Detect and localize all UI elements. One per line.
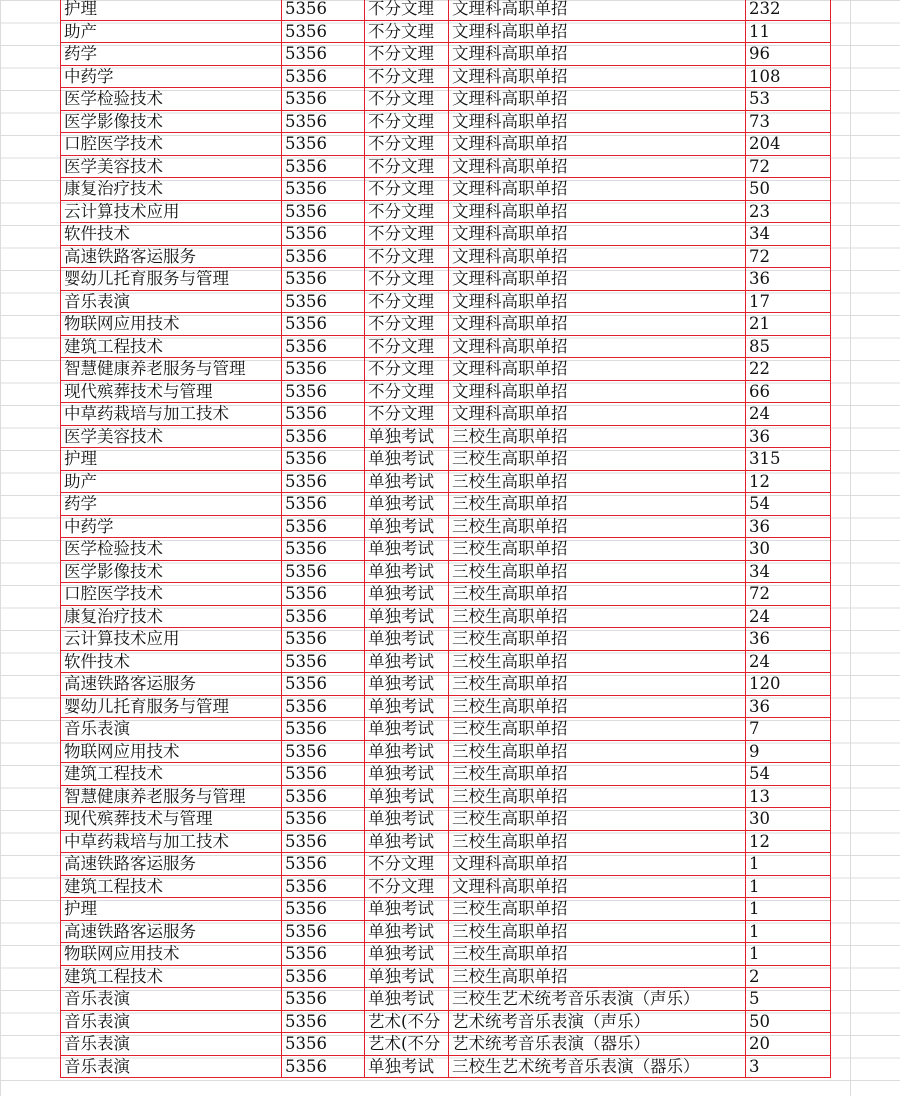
category-cell[interactable]: 单独考试	[365, 583, 449, 606]
exam-type-cell[interactable]: 文理科高职单招	[449, 403, 746, 426]
major-cell[interactable]: 护理	[61, 898, 282, 921]
major-cell[interactable]: 物联网应用技术	[61, 943, 282, 966]
code-cell[interactable]: 5356	[282, 448, 365, 471]
quota-cell[interactable]: 53	[746, 88, 831, 111]
exam-type-cell[interactable]: 三校生艺术统考音乐表演（声乐）	[449, 988, 746, 1011]
table-row	[61, 830, 831, 853]
major-cell[interactable]: 物联网应用技术	[61, 313, 282, 336]
table-row	[61, 763, 831, 786]
category-cell[interactable]: 不分文理	[365, 853, 449, 876]
major-cell[interactable]: 中药学	[61, 515, 282, 538]
code-cell[interactable]: 5356	[282, 853, 365, 876]
major-cell[interactable]: 云计算技术应用	[61, 200, 282, 223]
exam-type-cell[interactable]: 三校生高职单招	[449, 538, 746, 561]
exam-type-cell[interactable]: 三校生高职单招	[449, 425, 746, 448]
exam-type-cell[interactable]: 三校生高职单招	[449, 965, 746, 988]
quota-cell[interactable]: 24	[746, 650, 831, 673]
exam-type-cell[interactable]: 三校生高职单招	[449, 650, 746, 673]
table-row	[61, 335, 831, 358]
exam-type-cell[interactable]: 三校生高职单招	[449, 830, 746, 853]
exam-type-cell[interactable]: 文理科高职单招	[449, 223, 746, 246]
category-cell[interactable]: 不分文理	[365, 43, 449, 66]
table-row	[61, 425, 831, 448]
table-row	[61, 20, 831, 43]
table-row	[61, 920, 831, 943]
table-body	[61, 0, 831, 1078]
exam-type-cell[interactable]: 三校生高职单招	[449, 785, 746, 808]
major-cell[interactable]: 物联网应用技术	[61, 740, 282, 763]
exam-type-cell[interactable]: 三校生高职单招	[449, 763, 746, 786]
code-cell[interactable]: 5356	[282, 695, 365, 718]
major-cell[interactable]: 音乐表演	[61, 988, 282, 1011]
code-cell[interactable]: 5356	[282, 628, 365, 651]
code-cell[interactable]: 5356	[282, 245, 365, 268]
table-row	[61, 43, 831, 66]
code-cell[interactable]: 5356	[282, 718, 365, 741]
category-cell[interactable]: 单独考试	[365, 808, 449, 831]
table-row	[61, 695, 831, 718]
category-cell[interactable]: 单独考试	[365, 605, 449, 628]
table-row	[61, 448, 831, 471]
exam-type-cell[interactable]: 三校生高职单招	[449, 515, 746, 538]
category-cell[interactable]: 单独考试	[365, 538, 449, 561]
code-cell[interactable]: 5356	[282, 155, 365, 178]
exam-type-cell[interactable]: 文理科高职单招	[449, 0, 746, 20]
major-cell[interactable]: 音乐表演	[61, 1033, 282, 1056]
code-cell[interactable]: 5356	[282, 965, 365, 988]
code-cell[interactable]: 5356	[282, 380, 365, 403]
category-cell[interactable]: 单独考试	[365, 560, 449, 583]
table-row	[61, 133, 831, 156]
category-cell[interactable]: 单独考试	[365, 965, 449, 988]
exam-type-cell[interactable]: 三校生高职单招	[449, 470, 746, 493]
quota-cell[interactable]: 50	[746, 178, 831, 201]
exam-type-cell[interactable]: 三校生高职单招	[449, 718, 746, 741]
code-cell[interactable]: 5356	[282, 200, 365, 223]
quota-cell[interactable]: 1	[746, 943, 831, 966]
category-cell[interactable]: 不分文理	[365, 200, 449, 223]
quota-cell[interactable]: 50	[746, 1010, 831, 1033]
table-row	[61, 628, 831, 651]
code-cell[interactable]: 5356	[282, 358, 365, 381]
major-cell[interactable]: 音乐表演	[61, 1055, 282, 1078]
code-cell[interactable]: 5356	[282, 335, 365, 358]
category-cell[interactable]: 单独考试	[365, 695, 449, 718]
code-cell[interactable]: 5356	[282, 650, 365, 673]
major-cell[interactable]: 医学美容技术	[61, 155, 282, 178]
code-cell[interactable]: 5356	[282, 583, 365, 606]
table-row	[61, 965, 831, 988]
code-cell[interactable]: 5356	[282, 110, 365, 133]
exam-type-cell[interactable]: 三校生高职单招	[449, 740, 746, 763]
category-cell[interactable]: 不分文理	[365, 290, 449, 313]
major-cell[interactable]: 医学检验技术	[61, 538, 282, 561]
exam-type-cell[interactable]: 三校生高职单招	[449, 448, 746, 471]
major-cell[interactable]: 高速铁路客运服务	[61, 853, 282, 876]
category-cell[interactable]: 单独考试	[365, 718, 449, 741]
quota-cell[interactable]: 34	[746, 223, 831, 246]
exam-type-cell[interactable]: 文理科高职单招	[449, 875, 746, 898]
category-cell[interactable]: 艺术(不分	[365, 1010, 449, 1033]
table-row	[61, 358, 831, 381]
table-row	[61, 560, 831, 583]
exam-type-cell[interactable]: 三校生高职单招	[449, 673, 746, 696]
table-row	[61, 1010, 831, 1033]
category-cell[interactable]: 单独考试	[365, 493, 449, 516]
grid-column-line	[850, 0, 851, 1096]
code-cell[interactable]: 5356	[282, 133, 365, 156]
code-cell[interactable]: 5356	[282, 20, 365, 43]
major-cell[interactable]: 婴幼儿托育服务与管理	[61, 268, 282, 291]
category-cell[interactable]: 单独考试	[365, 425, 449, 448]
quota-cell[interactable]: 96	[746, 43, 831, 66]
major-cell[interactable]: 高速铁路客运服务	[61, 245, 282, 268]
category-cell[interactable]: 不分文理	[365, 358, 449, 381]
code-cell[interactable]: 5356	[282, 1055, 365, 1078]
major-cell[interactable]: 现代殡葬技术与管理	[61, 380, 282, 403]
quota-cell[interactable]: 54	[746, 493, 831, 516]
code-cell[interactable]: 5356	[282, 65, 365, 88]
quota-cell[interactable]: 73	[746, 110, 831, 133]
category-cell[interactable]: 不分文理	[365, 65, 449, 88]
category-cell[interactable]: 不分文理	[365, 875, 449, 898]
major-cell[interactable]: 建筑工程技术	[61, 763, 282, 786]
table-row	[61, 1033, 831, 1056]
exam-type-cell[interactable]: 文理科高职单招	[449, 290, 746, 313]
table-row	[61, 380, 831, 403]
table-row	[61, 313, 831, 336]
major-cell[interactable]: 建筑工程技术	[61, 875, 282, 898]
code-cell[interactable]: 5356	[282, 920, 365, 943]
exam-type-cell[interactable]: 艺术统考音乐表演（器乐）	[449, 1033, 746, 1056]
quota-cell[interactable]: 3	[746, 1055, 831, 1078]
exam-type-cell[interactable]: 三校生高职单招	[449, 943, 746, 966]
quota-cell[interactable]: 1	[746, 853, 831, 876]
table-row	[61, 470, 831, 493]
category-cell[interactable]: 单独考试	[365, 515, 449, 538]
category-cell[interactable]: 不分文理	[365, 245, 449, 268]
category-cell[interactable]: 不分文理	[365, 133, 449, 156]
table-row	[61, 155, 831, 178]
code-cell[interactable]: 5356	[282, 515, 365, 538]
table-row	[61, 650, 831, 673]
quota-cell[interactable]: 54	[746, 763, 831, 786]
table-row	[61, 605, 831, 628]
quota-cell[interactable]: 7	[746, 718, 831, 741]
major-cell[interactable]: 音乐表演	[61, 718, 282, 741]
table-row	[61, 178, 831, 201]
quota-cell[interactable]: 5	[746, 988, 831, 1011]
code-cell[interactable]: 5356	[282, 425, 365, 448]
major-cell[interactable]: 医学检验技术	[61, 88, 282, 111]
major-cell[interactable]: 药学	[61, 493, 282, 516]
table-row	[61, 515, 831, 538]
code-cell[interactable]: 5356	[282, 1033, 365, 1056]
category-cell[interactable]: 不分文理	[365, 0, 449, 20]
category-cell[interactable]: 单独考试	[365, 943, 449, 966]
code-cell[interactable]: 5356	[282, 605, 365, 628]
code-cell[interactable]: 5356	[282, 560, 365, 583]
code-cell[interactable]: 5356	[282, 290, 365, 313]
category-cell[interactable]: 单独考试	[365, 628, 449, 651]
quota-cell[interactable]: 36	[746, 628, 831, 651]
major-cell[interactable]: 中草药栽培与加工技术	[61, 403, 282, 426]
exam-type-cell[interactable]: 文理科高职单招	[449, 65, 746, 88]
quota-cell[interactable]: 204	[746, 133, 831, 156]
category-cell[interactable]: 单独考试	[365, 830, 449, 853]
category-cell[interactable]: 不分文理	[365, 178, 449, 201]
quota-cell[interactable]: 36	[746, 268, 831, 291]
exam-type-cell[interactable]: 文理科高职单招	[449, 380, 746, 403]
quota-cell[interactable]: 36	[746, 425, 831, 448]
category-cell[interactable]: 不分文理	[365, 380, 449, 403]
exam-type-cell[interactable]: 三校生高职单招	[449, 628, 746, 651]
exam-type-cell[interactable]: 文理科高职单招	[449, 20, 746, 43]
category-cell[interactable]: 艺术(不分	[365, 1033, 449, 1056]
quota-cell[interactable]: 85	[746, 335, 831, 358]
table-row	[61, 538, 831, 561]
quota-cell[interactable]: 72	[746, 245, 831, 268]
code-cell[interactable]: 5356	[282, 740, 365, 763]
category-cell[interactable]: 单独考试	[365, 650, 449, 673]
quota-cell[interactable]: 232	[746, 0, 831, 20]
major-cell[interactable]: 云计算技术应用	[61, 628, 282, 651]
major-cell[interactable]: 护理	[61, 448, 282, 471]
table-row	[61, 200, 831, 223]
code-cell[interactable]: 5356	[282, 470, 365, 493]
code-cell[interactable]: 5356	[282, 830, 365, 853]
major-cell[interactable]: 现代殡葬技术与管理	[61, 808, 282, 831]
table-row	[61, 1055, 831, 1078]
code-cell[interactable]: 5356	[282, 943, 365, 966]
major-cell[interactable]: 康复治疗技术	[61, 178, 282, 201]
code-cell[interactable]: 5356	[282, 0, 365, 20]
major-cell[interactable]: 建筑工程技术	[61, 335, 282, 358]
exam-type-cell[interactable]: 文理科高职单招	[449, 313, 746, 336]
quota-cell[interactable]: 21	[746, 313, 831, 336]
category-cell[interactable]: 不分文理	[365, 223, 449, 246]
exam-type-cell[interactable]: 文理科高职单招	[449, 335, 746, 358]
major-cell[interactable]: 药学	[61, 43, 282, 66]
exam-type-cell[interactable]: 三校生艺术统考音乐表演（器乐）	[449, 1055, 746, 1078]
exam-type-cell[interactable]: 文理科高职单招	[449, 268, 746, 291]
table-row	[61, 65, 831, 88]
category-cell[interactable]: 不分文理	[365, 155, 449, 178]
code-cell[interactable]: 5356	[282, 785, 365, 808]
quota-cell[interactable]: 108	[746, 65, 831, 88]
category-cell[interactable]: 单独考试	[365, 470, 449, 493]
major-cell[interactable]: 音乐表演	[61, 1010, 282, 1033]
exam-type-cell[interactable]: 文理科高职单招	[449, 43, 746, 66]
category-cell[interactable]: 单独考试	[365, 898, 449, 921]
quota-cell[interactable]: 9	[746, 740, 831, 763]
table-row	[61, 898, 831, 921]
exam-type-cell[interactable]: 三校生高职单招	[449, 695, 746, 718]
quota-cell[interactable]: 66	[746, 380, 831, 403]
exam-type-cell[interactable]: 文理科高职单招	[449, 133, 746, 156]
quota-cell[interactable]: 17	[746, 290, 831, 313]
exam-type-cell[interactable]: 三校生高职单招	[449, 583, 746, 606]
major-cell[interactable]: 医学影像技术	[61, 110, 282, 133]
category-cell[interactable]: 单独考试	[365, 988, 449, 1011]
category-cell[interactable]: 不分文理	[365, 313, 449, 336]
major-cell[interactable]: 软件技术	[61, 650, 282, 673]
table-row	[61, 493, 831, 516]
code-cell[interactable]: 5356	[282, 493, 365, 516]
major-cell[interactable]: 中药学	[61, 65, 282, 88]
enrollment-table	[60, 0, 831, 1078]
exam-type-cell[interactable]: 三校生高职单招	[449, 493, 746, 516]
exam-type-cell[interactable]: 三校生高职单招	[449, 605, 746, 628]
quota-cell[interactable]: 24	[746, 605, 831, 628]
table-row	[61, 268, 831, 291]
major-cell[interactable]: 护理	[61, 0, 282, 20]
category-cell[interactable]: 单独考试	[365, 763, 449, 786]
quota-cell[interactable]: 2	[746, 965, 831, 988]
category-cell[interactable]: 不分文理	[365, 110, 449, 133]
major-cell[interactable]: 音乐表演	[61, 290, 282, 313]
table-row	[61, 988, 831, 1011]
major-cell[interactable]: 医学美容技术	[61, 425, 282, 448]
exam-type-cell[interactable]: 三校生高职单招	[449, 920, 746, 943]
major-cell[interactable]: 中草药栽培与加工技术	[61, 830, 282, 853]
major-cell[interactable]: 助产	[61, 470, 282, 493]
code-cell[interactable]: 5356	[282, 763, 365, 786]
category-cell[interactable]: 不分文理	[365, 335, 449, 358]
quota-cell[interactable]: 30	[746, 808, 831, 831]
quota-cell[interactable]: 24	[746, 403, 831, 426]
category-cell[interactable]: 单独考试	[365, 740, 449, 763]
code-cell[interactable]: 5356	[282, 313, 365, 336]
quota-cell[interactable]: 120	[746, 673, 831, 696]
code-cell[interactable]: 5356	[282, 268, 365, 291]
code-cell[interactable]: 5356	[282, 223, 365, 246]
exam-type-cell[interactable]: 文理科高职单招	[449, 155, 746, 178]
quota-cell[interactable]: 36	[746, 695, 831, 718]
table-row	[61, 718, 831, 741]
table-row	[61, 853, 831, 876]
major-cell[interactable]: 康复治疗技术	[61, 605, 282, 628]
category-cell[interactable]: 单独考试	[365, 920, 449, 943]
code-cell[interactable]: 5356	[282, 43, 365, 66]
table-row	[61, 943, 831, 966]
table-row	[61, 403, 831, 426]
quota-cell[interactable]: 12	[746, 830, 831, 853]
table-row	[61, 583, 831, 606]
major-cell[interactable]: 口腔医学技术	[61, 583, 282, 606]
exam-type-cell[interactable]: 文理科高职单招	[449, 178, 746, 201]
major-cell[interactable]: 医学影像技术	[61, 560, 282, 583]
code-cell[interactable]: 5356	[282, 178, 365, 201]
code-cell[interactable]: 5356	[282, 538, 365, 561]
table-row	[61, 88, 831, 111]
code-cell[interactable]: 5356	[282, 1010, 365, 1033]
quota-cell[interactable]: 12	[746, 470, 831, 493]
exam-type-cell[interactable]: 文理科高职单招	[449, 200, 746, 223]
major-cell[interactable]: 建筑工程技术	[61, 965, 282, 988]
major-cell[interactable]: 婴幼儿托育服务与管理	[61, 695, 282, 718]
exam-type-cell[interactable]: 三校生高职单招	[449, 898, 746, 921]
category-cell[interactable]: 单独考试	[365, 673, 449, 696]
quota-cell[interactable]: 20	[746, 1033, 831, 1056]
table-row	[61, 808, 831, 831]
major-cell[interactable]: 口腔医学技术	[61, 133, 282, 156]
major-cell[interactable]: 助产	[61, 20, 282, 43]
table-row	[61, 245, 831, 268]
quota-cell[interactable]: 1	[746, 875, 831, 898]
category-cell[interactable]: 不分文理	[365, 268, 449, 291]
major-cell[interactable]: 高速铁路客运服务	[61, 673, 282, 696]
exam-type-cell[interactable]: 三校生高职单招	[449, 560, 746, 583]
quota-cell[interactable]: 36	[746, 515, 831, 538]
quota-cell[interactable]: 22	[746, 358, 831, 381]
major-cell[interactable]: 软件技术	[61, 223, 282, 246]
quota-cell[interactable]: 13	[746, 785, 831, 808]
quota-cell[interactable]: 72	[746, 155, 831, 178]
table-row	[61, 875, 831, 898]
category-cell[interactable]: 单独考试	[365, 448, 449, 471]
code-cell[interactable]: 5356	[282, 673, 365, 696]
exam-type-cell[interactable]: 文理科高职单招	[449, 358, 746, 381]
quota-cell[interactable]: 72	[746, 583, 831, 606]
quota-cell[interactable]: 34	[746, 560, 831, 583]
code-cell[interactable]: 5356	[282, 403, 365, 426]
code-cell[interactable]: 5356	[282, 808, 365, 831]
major-cell[interactable]: 高速铁路客运服务	[61, 920, 282, 943]
table-row	[61, 740, 831, 763]
category-cell[interactable]: 不分文理	[365, 20, 449, 43]
category-cell[interactable]: 不分文理	[365, 88, 449, 111]
quota-cell[interactable]: 1	[746, 898, 831, 921]
code-cell[interactable]: 5356	[282, 898, 365, 921]
major-cell[interactable]: 智慧健康养老服务与管理	[61, 358, 282, 381]
category-cell[interactable]: 单独考试	[365, 1055, 449, 1078]
table-row	[61, 290, 831, 313]
quota-cell[interactable]: 1	[746, 920, 831, 943]
code-cell[interactable]: 5356	[282, 875, 365, 898]
exam-type-cell[interactable]: 文理科高职单招	[449, 245, 746, 268]
exam-type-cell[interactable]: 文理科高职单招	[449, 88, 746, 111]
table-row	[61, 785, 831, 808]
quota-cell[interactable]: 11	[746, 20, 831, 43]
quota-cell[interactable]: 23	[746, 200, 831, 223]
table-row	[61, 0, 831, 20]
exam-type-cell[interactable]: 艺术统考音乐表演（声乐）	[449, 1010, 746, 1033]
table-row	[61, 673, 831, 696]
major-cell[interactable]: 智慧健康养老服务与管理	[61, 785, 282, 808]
category-cell[interactable]: 单独考试	[365, 785, 449, 808]
quota-cell[interactable]: 315	[746, 448, 831, 471]
table-row	[61, 110, 831, 133]
code-cell[interactable]: 5356	[282, 88, 365, 111]
table-row	[61, 223, 831, 246]
exam-type-cell[interactable]: 文理科高职单招	[449, 110, 746, 133]
exam-type-cell[interactable]: 三校生高职单招	[449, 808, 746, 831]
code-cell[interactable]: 5356	[282, 988, 365, 1011]
quota-cell[interactable]: 30	[746, 538, 831, 561]
category-cell[interactable]: 不分文理	[365, 403, 449, 426]
exam-type-cell[interactable]: 文理科高职单招	[449, 853, 746, 876]
